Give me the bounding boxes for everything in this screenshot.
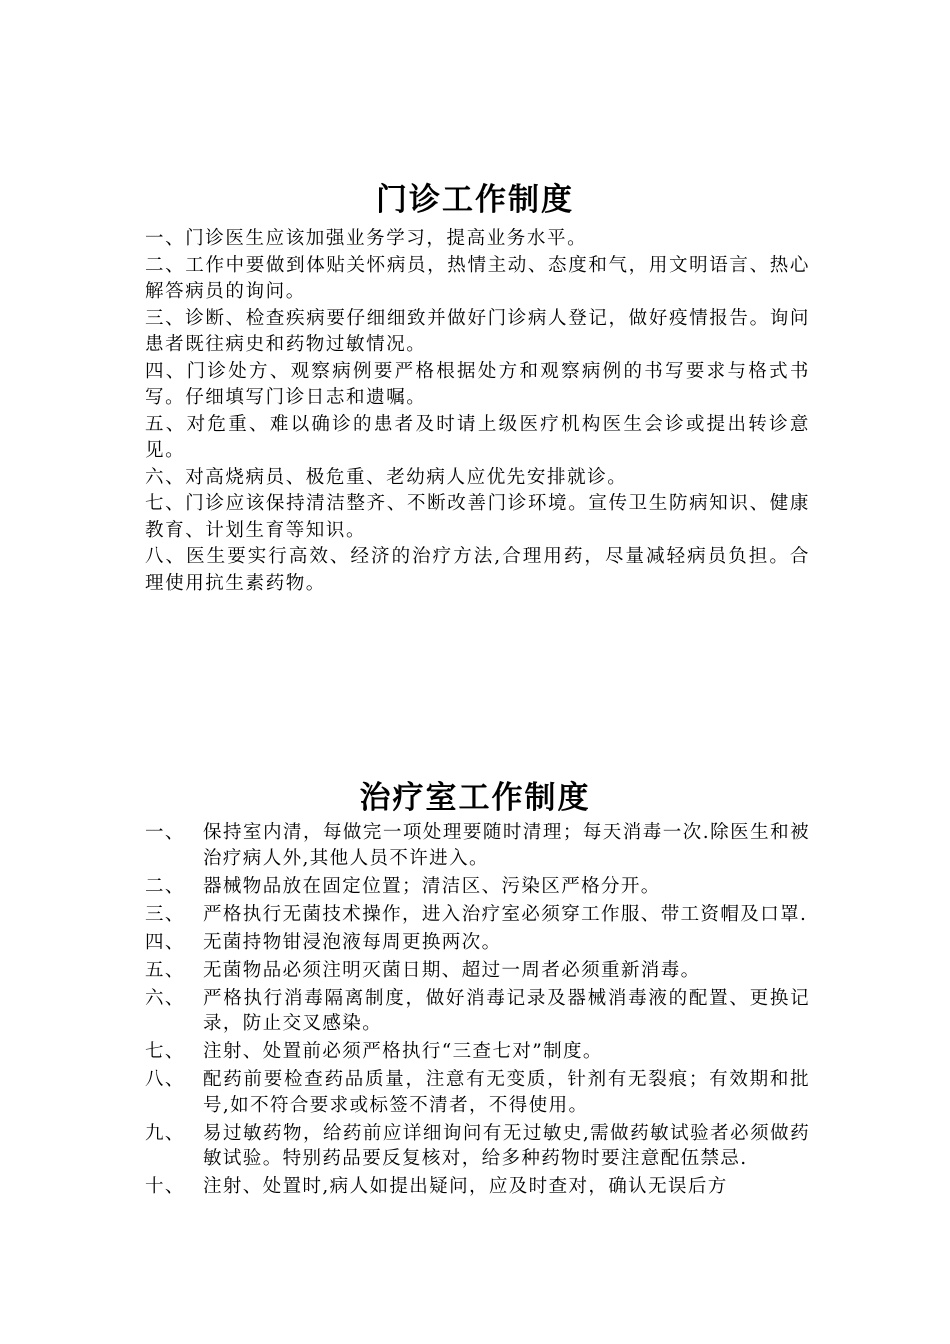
rule-text: 配药前要检查药品质量，注意有无变质，针剂有无裂痕；有效期和批号,如不符合要求或标签不清者，不得使用。 — [203, 1069, 810, 1116]
treatment-rule-1 — [145, 820, 810, 871]
rule-number: 七、 — [145, 1041, 185, 1062]
rule-number: 八、 — [145, 1069, 185, 1090]
treatment-rule-2 — [145, 874, 810, 900]
outpatient-rule-2: 二、工作中要做到体贴关怀病员，热情主动、态度和气，用文明语言、热心解答病员的询问。 — [145, 254, 810, 302]
rule-text: 严格执行无菌技术操作，进入治疗室必须穿工作服、带工资帽及口罩. — [203, 903, 808, 925]
treatment-rule-9 — [145, 1121, 810, 1172]
outpatient-title: 门诊工作制度 — [376, 182, 574, 218]
rule-number: 十、 — [145, 1176, 185, 1197]
rule-number: 三、 — [145, 903, 185, 925]
rule-text: 严格执行消毒隔离制度，做好消毒记录及器械消毒液的配置、更换记录，防止交叉感染。 — [203, 987, 810, 1034]
treatment-rule-4 — [145, 930, 810, 956]
outpatient-rules — [145, 226, 810, 597]
rule-number: 九、 — [145, 1122, 185, 1144]
rule-number: 二、 — [145, 875, 185, 897]
rule-number: 四、 — [145, 931, 185, 953]
treatment-rule-3 — [145, 902, 810, 928]
outpatient-rule-6: 六、对高烧病员、极危重、老幼病人应优先安排就诊。 — [145, 466, 628, 488]
rule-number: 一、 — [145, 822, 185, 843]
rule-text: 无菌物品必须注明灭菌日期、超过一周者必须重新消毒。 — [203, 959, 701, 981]
outpatient-rule-1: 一、门诊医生应该加强业务学习，提高业务水平。 — [145, 228, 588, 249]
outpatient-rule-3: 三、诊断、检查疾病要仔细细致并做好门诊病人登记，做好疫情报告。询问患者既往病史和药物过敏情况。 — [145, 307, 810, 355]
rule-text: 无菌持物钳浸泡液每周更换两次。 — [203, 931, 502, 953]
outpatient-rule-8: 八、医生要实行高效、经济的治疗方法,合理用药，尽量减轻病员负担。合理使用抗生素药物。 — [145, 546, 810, 594]
rule-text: 注射、处置前必须严格执行“三查七对”制度。 — [203, 1041, 603, 1062]
treatment-rule-5 — [145, 958, 810, 984]
rule-text: 注射、处置时,病人如提出疑问，应及时查对，确认无误后方 — [203, 1176, 728, 1197]
rule-text: 器械物品放在固定位置；清洁区、污染区严格分开。 — [203, 875, 661, 897]
treatment-room-title: 治疗室工作制度 — [359, 780, 591, 816]
outpatient-rule-5: 五、对危重、难以确诊的患者及时请上级医疗机构医生会诊或提出转诊意见。 — [145, 413, 810, 461]
treatment-rule-8 — [145, 1067, 810, 1118]
rule-number: 六、 — [145, 987, 185, 1009]
treatment-rule-6 — [145, 986, 810, 1037]
treatment-room-rules — [145, 820, 810, 1202]
treatment-rule-7 — [145, 1039, 810, 1065]
outpatient-rule-7: 七、门诊应该保持清洁整齐、不断改善门诊环境。宣传卫生防病知识、健康教育、计划生育等知识。 — [145, 493, 810, 541]
treatment-rule-10 — [145, 1174, 810, 1200]
rule-text: 易过敏药物，给药前应详细询问有无过敏史,需做药敏试验者必须做药敏试验。特别药品要反复核对，给多种药物时要注意配伍禁忌. — [203, 1122, 810, 1169]
rule-number: 五、 — [145, 959, 185, 981]
outpatient-rule-4: 四、门诊处方、观察病例要严格根据处方和观察病例的书写要求与格式书写。仔细填写门诊日志和遗嘱。 — [145, 360, 810, 408]
rule-text: 保持室内清，每做完一项处理要随时清理；每天消毒一次.除医生和被治疗病人外,其他人员不许进入。 — [203, 822, 810, 869]
